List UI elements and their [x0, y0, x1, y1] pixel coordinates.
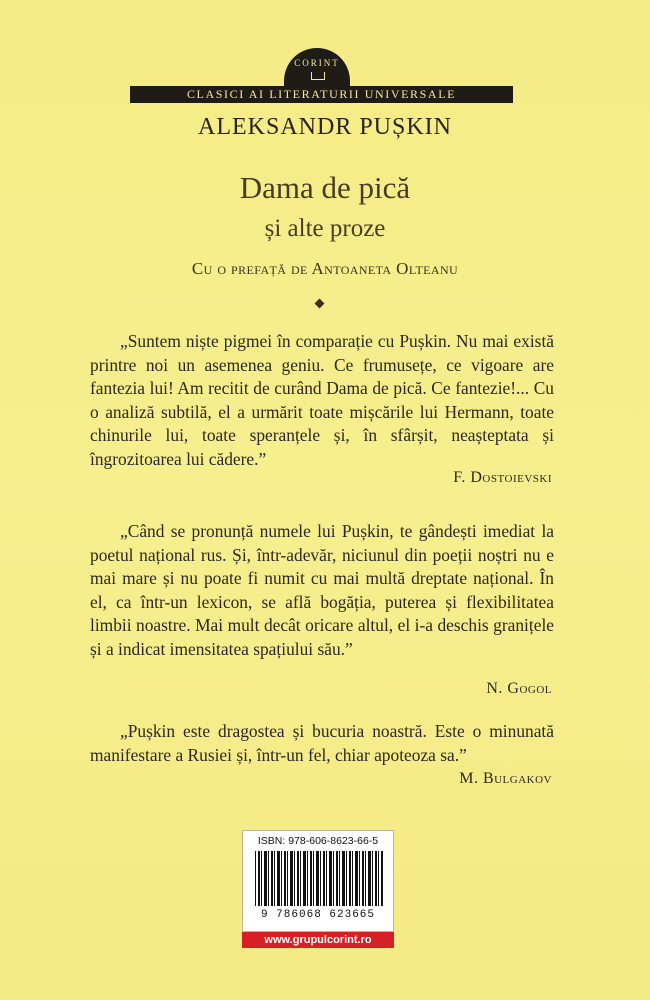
series-title-bar: CLASICI AI LITERATURII UNIVERSALE [130, 86, 513, 103]
quote-attribution: M. Bulgakov [459, 770, 552, 787]
publisher-website: www.grupulcorint.ro [242, 932, 394, 948]
quote-gogol [90, 520, 554, 662]
book-title: Dama de pică [239, 170, 411, 205]
quote-bulgakov [90, 720, 554, 767]
diamond-ornament-icon [315, 299, 325, 309]
quote-attribution: N. Gogol [486, 680, 552, 697]
book-icon [311, 72, 325, 80]
quote-text: „Suntem niște pigmei în comparație cu Pușkin. Nu mai există printre noi un asemenea geniu. Ce frumusețe, ce vigoare are fantezia lui! Am recitit de curând Dama de pică. Ce fantezie!... Cu o analiză subtilă, el a urmărit toate mișcările lui Hermann, toate chinurile lui, toate speranțele și, în sfârșit, neașteptata și îngrozitoarea lui cădere.” [90, 331, 554, 469]
barcode-digits: 9 786068 623665 [243, 909, 393, 921]
quote-text: „Pușkin este dragostea și bucuria noastră. Este o minunată manifestare a Rusiei și, într-un fel, chiar apoteoza sa.” [90, 721, 554, 765]
quote-attribution: F. Dostoievski [453, 469, 552, 486]
logo-text: CORINT [294, 58, 340, 68]
preface-credit: Cu o prefață de Antoaneta Olteanu [191, 259, 459, 278]
barcode [242, 830, 394, 932]
barcode-bars [255, 851, 383, 906]
quote-dostoievski [90, 330, 554, 472]
corint-logo [284, 48, 350, 88]
book-subtitle: și alte proze [264, 215, 386, 242]
author-name: ALEKSANDR PUȘKIN [197, 114, 453, 140]
quote-text: „Când se pronunță numele lui Pușkin, te gândești imediat la poetul național rus. Și, într-adevăr, niciunul din poeții noștri nu e mai mare și nu poate fi numit cu mai multă dreptate național. În el, ca într-un lexicon, se află bogăția, puterea și flexibilitatea limbii noastre. Mai mult decât oricare altul, el i-a deschis granițele și a indicat imensitatea spațiului său.” [90, 521, 554, 659]
isbn-label: ISBN: 978-606-8623-66-5 [257, 835, 379, 847]
